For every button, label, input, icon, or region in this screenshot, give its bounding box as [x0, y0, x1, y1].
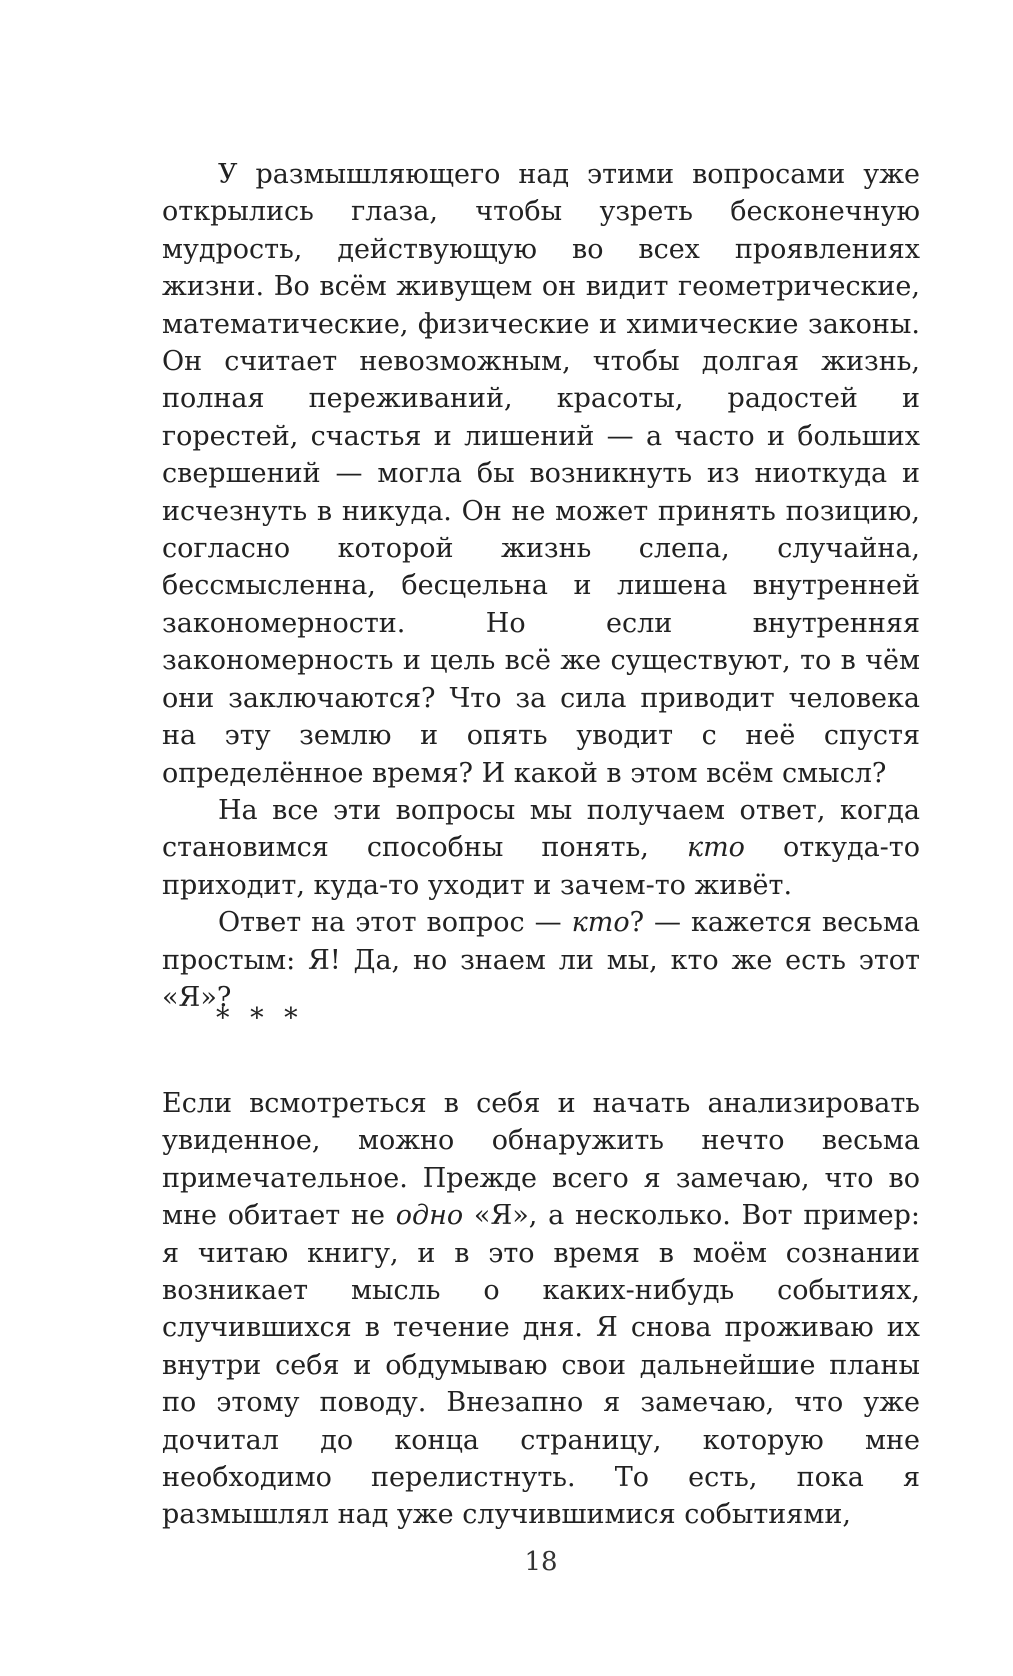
paragraph-3 — [162, 904, 920, 1016]
paragraph-4-text-end: «Я», а несколько. Вот пример: я читаю книгу, и в это время в моём сознании возникает мысль о каких-нибудь событиях, случившихся в течение дня. Я снова проживаю их внутри себя и обдумываю свои дальнейшие планы по этому поводу. Внезапно я замечаю, что уже дочитал до конца страницу, которую мне необходимо перелистнуть. То есть, пока я размышлял над уже случившимися событиями, — [162, 1200, 920, 1531]
section-separator: * * * — [216, 1003, 304, 1034]
text-block-top — [162, 156, 920, 1016]
paragraph-4-emphasis: одно — [395, 1200, 464, 1232]
page-number: 18 — [524, 1547, 558, 1577]
paragraph-2 — [162, 792, 920, 904]
paragraph-3-emphasis: кто — [571, 907, 630, 939]
paragraph-1: У размышляющего над этими вопросами уже открылись глаза, чтобы узреть бесконечную мудрость, действующую во всех проявлениях жизни. Во всём живущем он видит геометрические, математические, физические и химические законы. Он считает невозможным, чтобы долгая жизнь, полная переживаний, красоты, радостей и горестей, счастья и лишений — а часто и больших свершений — могла бы возникнуть из ниоткуда и исчезнуть в никуда. Он не может принять позицию, согласно которой жизнь слепа, случайна, бессмысленна, бесцельна и лишена внутренней закономерности. Но если внутренняя закономерность и цель всё же существуют, то в чём они заключаются? Что за сила приводит человека на эту землю и опять уводит с неё спустя определённое время? И какой в этом всём смысл? — [162, 159, 920, 789]
paragraph-3-text-end: ? — кажется весьма простым: Я! Да, но знаем ли мы, кто же есть этот «Я»? — [162, 907, 920, 1013]
paragraph-2-text-end: откуда-то приходит, куда-то уходит и зачем-то живёт. — [162, 832, 920, 901]
paragraph-3-text: Ответ на этот вопрос — — [218, 907, 572, 939]
paragraph-2-text: На все эти вопросы мы получаем ответ, когда становимся способны понять, — [162, 794, 920, 864]
text-block-bottom — [162, 1085, 920, 1534]
paragraph-4 — [162, 1085, 920, 1534]
paragraph-4-text: Если всмотреться в себя и начать анализировать увиденное, можно обнаружить нечто весьма примечательное. Прежде всего я замечаю, что во мне обитает не — [162, 1088, 920, 1232]
paragraph-2-emphasis: кто — [686, 832, 745, 864]
